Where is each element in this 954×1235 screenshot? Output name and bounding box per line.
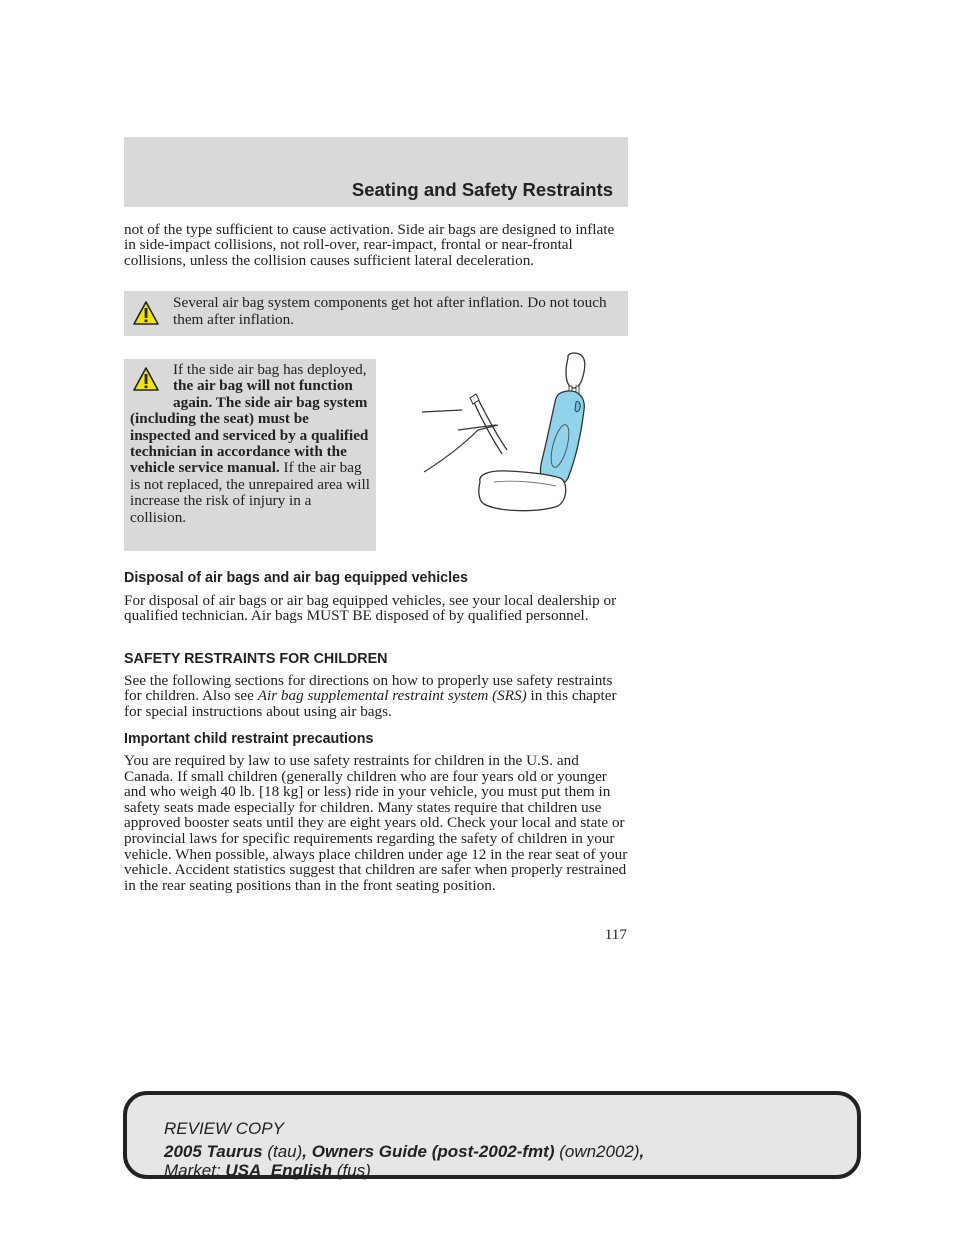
section-header: [124, 137, 628, 207]
review-copy-footer: [123, 1091, 861, 1179]
warning-text: Several air bag system components get hot after inflation. Do not touch them after inflation.: [173, 294, 607, 328]
warning-text: [130, 362, 370, 526]
warning-text-bold: the air bag will not function again. The side air bag system (including the seat) must be inspected and serviced by a qualified technician in accordance with the vehicle service manual.: [130, 377, 369, 477]
precautions-heading: Important child restraint precautions: [124, 731, 374, 747]
footer-model-line: 2005 Taurus (tau), Owners Guide (post-2002-fmt) (own2002),: [164, 1142, 645, 1161]
children-text-lead: See the following sections for directions on how to properly use safety restraints for children. Also see: [124, 672, 613, 705]
warning-box-deployed-air-bag: [124, 359, 376, 551]
children-heading: SAFETY RESTRAINTS FOR CHILDREN: [124, 651, 388, 667]
children-paragraph: [124, 673, 628, 719]
section-title: Seating and Safety Restraints: [351, 179, 613, 200]
precautions-paragraph: You are required by law to use safety restraints for children in the U.S. and Canada. If small children (generally children who are four years old or younger and who weigh 40 lb. [18 kg] or less) ride in your vehicle, you must put them in safety seats made especially for children. Many states require that children use approved booster seats until they are eight years old. Check your local and state or provincial laws for specific requirements regarding the safety of children in your vehicle. When possible, always place children under age 12 in the rear seat of your vehicle. Accident statistics suggest that children are safer when properly restrained in the rear seating positions than in the front seating position.: [124, 752, 628, 894]
disposal-paragraph: For disposal of air bags or air bag equipped vehicles, see your local dealership or qualified technician. Air bags MUST BE disposed of by qualified personnel.: [124, 592, 617, 625]
warning-text-lead: If the side air bag has deployed,: [173, 361, 367, 378]
page-number: 117: [604, 926, 627, 943]
warning-triangle-icon: [132, 300, 160, 326]
warning-text-tail: If the air bag is not replaced, the unrepaired area will increase the risk of injury in a collision.: [130, 459, 370, 526]
side-air-bag-seat-illustration: [418, 350, 613, 515]
srs-reference: Air bag supplemental restraint system (SRS): [257, 687, 527, 705]
intro-paragraph: not of the type sufficient to cause activation. Side air bags are designed to inflate in side-impact collisions, not roll-over, rear-impact, frontal or near-frontal collisions, unless the collision causes sufficient lateral deceleration.: [124, 221, 615, 269]
review-copy-label: REVIEW COPY: [164, 1119, 284, 1138]
footer-market-line: Market: USA_English (fus): [164, 1161, 371, 1180]
children-text-tail: in this chapter for special instructions about using air bags.: [124, 687, 617, 720]
disposal-heading: Disposal of air bags and air bag equipped vehicles: [124, 570, 469, 586]
warning-box-hot-components: [124, 291, 628, 336]
